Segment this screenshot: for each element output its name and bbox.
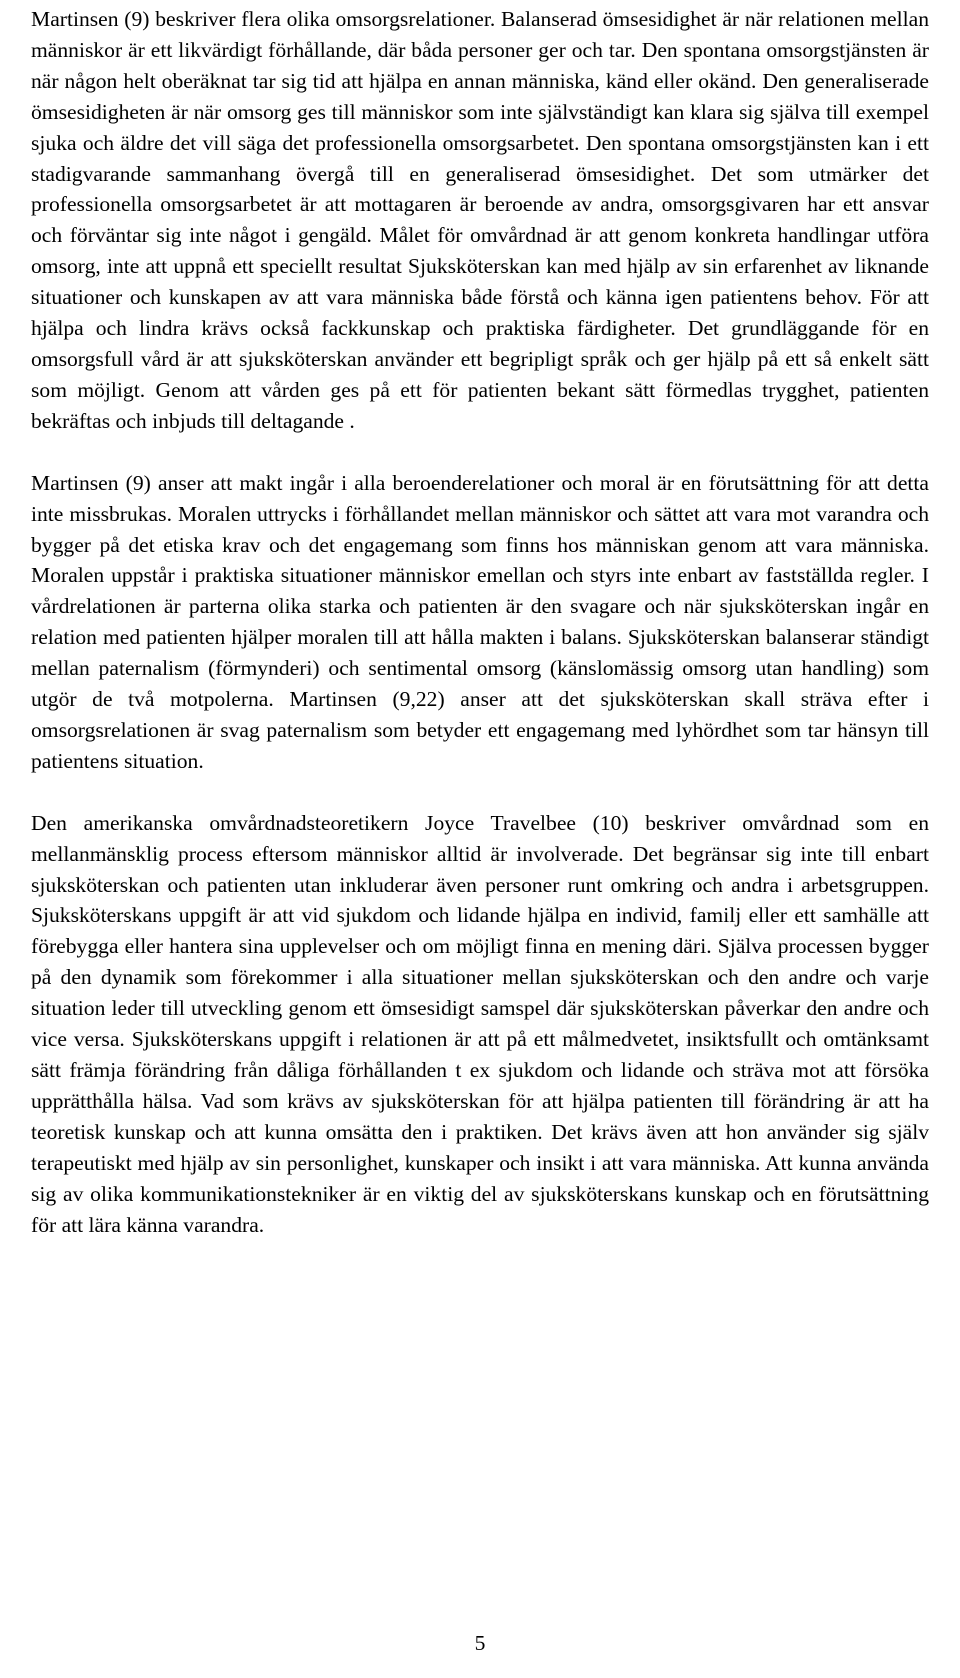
paragraph-travelbee: Den amerikanska omvårdnadsteoretikern Joyce Travelbee (10) beskriver omvårdnad som en mellanmänsklig process eftersom människor alltid är involverade. Det begränsar sig inte till enbart sjuksköterskan och patienten utan inkluderar även personer runt omkring och andra i arbetsgruppen. Sjuksköterskans uppgift är att vid sjukdom och lidande hjälpa en individ, familj eller ett samhälle att förebygga eller hantera sina upplevelser och om möjligt finna en mening däri. Själva processen bygger på den dynamik som förekommer i alla situationer mellan sjuksköterskan och den andre och varje situation leder till utveckling genom ett ömsesidigt samspel där sjuksköterskan påverkar den andre och vice versa. Sjuksköterskans uppgift i relationen är att på ett målmedvetet, insiktsfullt och omtänksamt sätt främja förändring från dåliga förhållanden t ex sjukdom och lidande och sträva mot att försöka upprätthålla hälsa. Vad som krävs av sjuksköterskan för att hjälpa patienten till förändring är att ha teoretisk kunskap och att kunna omsätta den i praktiken. Det krävs även att hon använder sig själv terapeutiskt med hjälp av sin personlighet, kunskaper och insikt i att vara människa. Att kunna använda sig av olika kommunikationstekniker är en viktig del av sjuksköterskans kunskap och en förutsättning för att lära känna varandra. bbox=[31, 810, 929, 1237]
page-number: 5 bbox=[474, 1631, 486, 1655]
paragraph-spacer bbox=[31, 777, 929, 808]
body-text bbox=[31, 4, 929, 1240]
paragraph-spacer bbox=[31, 437, 929, 468]
paragraph-omsorgsrelationer: Martinsen (9) beskriver flera olika omsorgsrelationer. Balanserad ömsesidighet är när relationen mellan människor är ett likvärdigt förhållande, där båda personer ger och tar. Den spontana omsorgstjänsten är när någon helt oberäknat tar sig tid att hjälpa en annan människa, känd eller okänd. Den generaliserade ömsesidigheten är när omsorg ges till människor som inte självständigt kan klara sig själva till exempel sjuka och äldre det vill säga det professionella omsorgsarbetet. Den spontana omsorgstjänsten kan i ett stadigvarande sammanhang övergå till en generaliserad ömsesidighet. Det som utmärker det professionella omsorgsarbetet är att mottagaren är beroende av andra, omsorgsgivaren har ett ansvar och förväntar sig inte något i gengäld. Målet för omvårdnad är att genom konkreta handlingar utföra omsorg, inte att uppnå ett speciellt resultat Sjuksköterskan kan med hjälp av sin erfarenhet av liknande situationer och kunskapen av att vara människa både förstå och känna igen patientens behov. För att hjälpa och lindra krävs också fackkunskap och praktiska färdigheter. Det grundläggande för en omsorgsfull vård är att sjuksköterskan använder ett begripligt språk och ger hjälp på ett så enkelt sätt som möjligt. Genom att vården ges på ett för patienten bekant sätt förmedlas trygghet, patienten bekräftas och inbjuds till deltagande . bbox=[31, 7, 929, 433]
paragraph-makt-och-moral: Martinsen (9) anser att makt ingår i alla beroenderelationer och moral är en förutsättning för att detta inte missbrukas. Moralen uttrycks i förhållandet mellan människor och sättet att vara mot varandra och bygger på det etiska krav och det engagemang som finns hos människan genom att vara människa. Moralen uppstår i praktiska situationer människor emellan och styrs inte enbart av fastställda regler. I vårdrelationen är parterna olika starka och patienten är den svagare och när sjuksköterskan ingår en relation med patienten hjälper moralen till att hålla makten i balans. Sjuksköterskan balanserar ständigt mellan paternalism (förmynderi) och sentimental omsorg (känslomässig omsorg utan handling) som utgör de två motpolerna. Martinsen (9,22) anser att det sjuksköterskan skall sträva efter i omsorgsrelationen är svag paternalism som betyder ett engagemang med lyhördhet som tar hänsyn till patientens situation. bbox=[31, 470, 929, 773]
